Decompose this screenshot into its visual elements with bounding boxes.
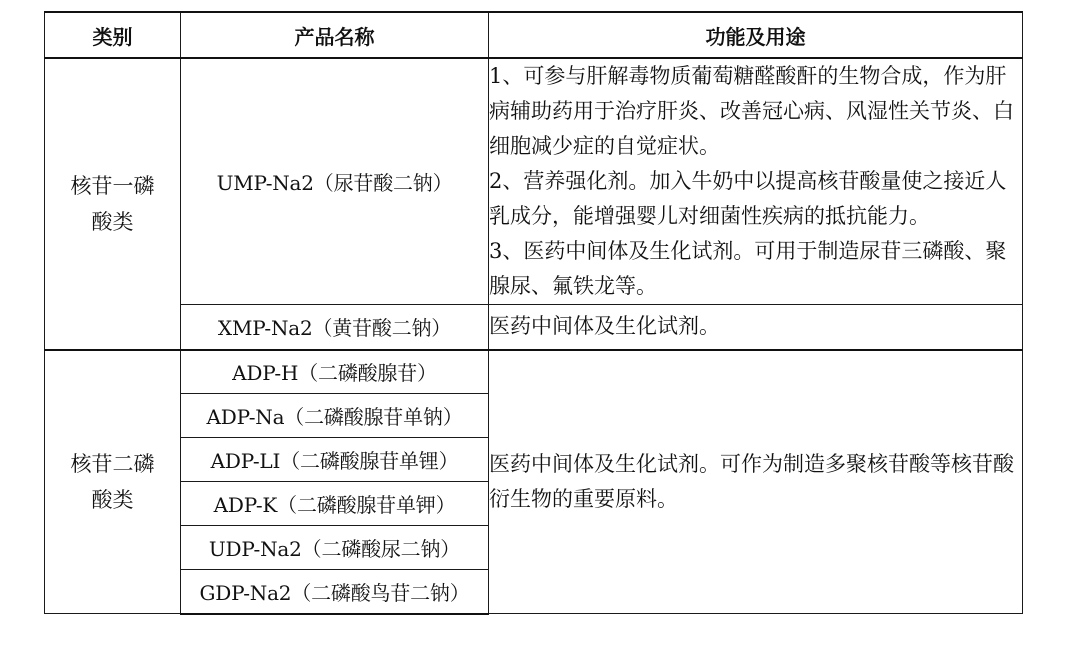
product-name-udp-na2: UDP-Na2（二磷酸尿二钠） xyxy=(181,526,489,570)
category-label-line1: 核苷一磷 xyxy=(70,173,155,198)
function-item-2: 2、营养强化剂。加入牛奶中以提高核苷酸量使之接近人乳成分，能增强婴儿对细菌性疾病的抵抗能力。 xyxy=(489,169,1007,228)
nucleotide-product-table xyxy=(44,11,1023,615)
product-name-adp-na: ADP-Na（二磷酸腺苷单钠） xyxy=(181,394,489,438)
function-item-3: 3、医药中间体及生化试剂。可用于制造尿苷三磷酸、聚腺尿、氟铁龙等。 xyxy=(489,239,1007,298)
category-label-line1: 核苷二磷 xyxy=(70,451,155,476)
product-name-xmp-na2: XMP-Na2（黄苷酸二钠） xyxy=(181,305,489,350)
category-cell-diphosphate xyxy=(45,350,181,614)
category-label-line2: 酸类 xyxy=(91,487,134,512)
product-name-adp-k: ADP-K（二磷酸腺苷单钾） xyxy=(181,482,489,526)
table-row xyxy=(45,58,1023,305)
category-cell-monophosphate xyxy=(45,58,181,350)
product-name-adp-li: ADP-LI（二磷酸腺苷单锂） xyxy=(181,438,489,482)
table-header-row xyxy=(45,12,1023,58)
function-cell-xmp-na2: 医药中间体及生化试剂。 xyxy=(489,305,1023,350)
table-row xyxy=(45,305,1023,350)
product-name-ump-na2: UMP-Na2（尿苷酸二钠） xyxy=(181,58,489,305)
product-name-adp-h: ADP-H（二磷酸腺苷） xyxy=(181,350,489,394)
header-product-name: 产品名称 xyxy=(181,12,489,58)
function-item-1: 1、可参与肝解毒物质葡萄糖醛酸酐的生物合成，作为肝病辅助药用于治疗肝炎、改善冠心病、风湿性关节炎、白细胞减少症的自觉症状。 xyxy=(489,64,1014,158)
table-row xyxy=(45,350,1023,394)
function-cell-diphosphate: 医药中间体及生化试剂。可作为制造多聚核苷酸等核苷酸衍生物的重要原料。 xyxy=(489,350,1023,614)
category-label-line2: 酸类 xyxy=(91,209,134,234)
header-function-use: 功能及用途 xyxy=(489,12,1023,58)
header-category: 类别 xyxy=(45,12,181,58)
function-cell-ump-na2 xyxy=(489,58,1023,305)
product-name-gdp-na2: GDP-Na2（二磷酸鸟苷二钠） xyxy=(181,570,489,614)
